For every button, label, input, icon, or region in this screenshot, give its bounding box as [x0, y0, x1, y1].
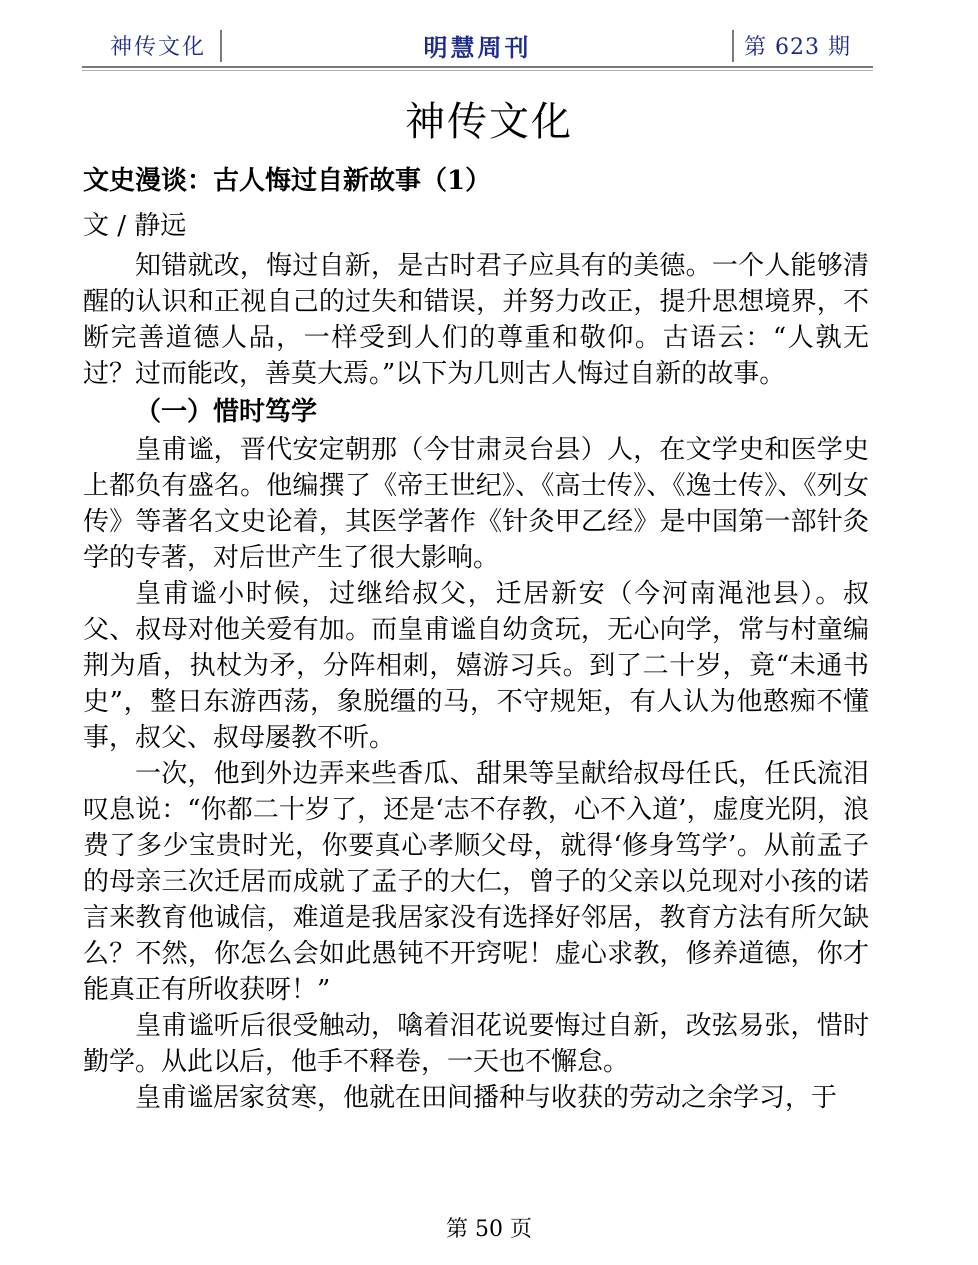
paragraph: 皇甫谧小时候，过继给叔父，迁居新安（今河南渑池县）。叔父、叔母对他关爱有加。而皇甫谧自幼贪玩，无心向学，常与村童编荆为盾，执杖为矛，分阵相刺，嬉游习兵。到了二十岁，竟“未通书史”，整日东游西荡，象脱缰的马，不守规矩，有人认为他憨痴不懂事，叔父、叔母屡教不听。: [83, 579, 869, 753]
article-body: [83, 248, 869, 1116]
header-divider-right: [732, 30, 734, 62]
page-header: [82, 26, 873, 68]
page-number: 第 50 页: [446, 1217, 532, 1242]
paragraph: 皇甫谧，晋代安定朝那（今甘肃灵台县）人，在文学史和医学史上都负有盛名。他编撰了《帝王世纪》、《高士传》、《逸士传》、《列女传》等著名文史论着，其医学著作《针灸甲乙经》是中国第一部针灸学的专著，对后世产生了很大影响。: [83, 435, 869, 573]
page-title: 神传文化: [405, 99, 573, 145]
section-heading: （一）惜时笃学: [135, 397, 318, 427]
article-title: 文史漫谈：古人悔过自新故事（1）: [83, 166, 492, 196]
paragraph: 知错就改，悔过自新，是古时君子应具有的美德。一个人能够清醒的认识和正视自己的过失和错误，并努力改正，提升思想境界，不断完善道德人品，一样受到人们的尊重和敬仰。古语云：“人孰无过？过而能改，善莫大焉。”以下为几则古人悔过自新的故事。: [83, 251, 869, 389]
header-magazine-title: 明慧周刊: [423, 33, 532, 62]
paragraph: 一次，他到外边弄来些香瓜、甜果等呈献给叔母任氏，任氏流泪叹息说：“你都二十岁了，还是‘志不存教，心不入道’，虚度光阴，浪费了多少宝贵时光，你要真心孝顺父母，就得‘修身笃学’。从前孟子的母亲三次迁居而成就了孟子的大仁，曾子的父亲以兑现对小孩的诺言来教育他诚信，难道是我居家没有选择好邻居，教育方法有所欠缺么？不然，你怎么会如此愚钝不开窍呢！虚心求教，修养道德，你才能真正有所收获呀！”: [83, 759, 869, 1005]
paragraph: 皇甫谧居家贫寒，他就在田间播种与收获的劳动之余学习，于: [135, 1083, 838, 1113]
header-section-label: 神传文化: [110, 35, 207, 60]
header-issue-number: 第 623 期: [744, 35, 851, 60]
article-byline: 文 / 静远: [83, 211, 187, 241]
paragraph: 皇甫谧听后很受触动，噙着泪花说要悔过自新，改弦易张，惜时勤学。从此以后，他手不释卷，一天也不懈怠。: [83, 1011, 869, 1077]
